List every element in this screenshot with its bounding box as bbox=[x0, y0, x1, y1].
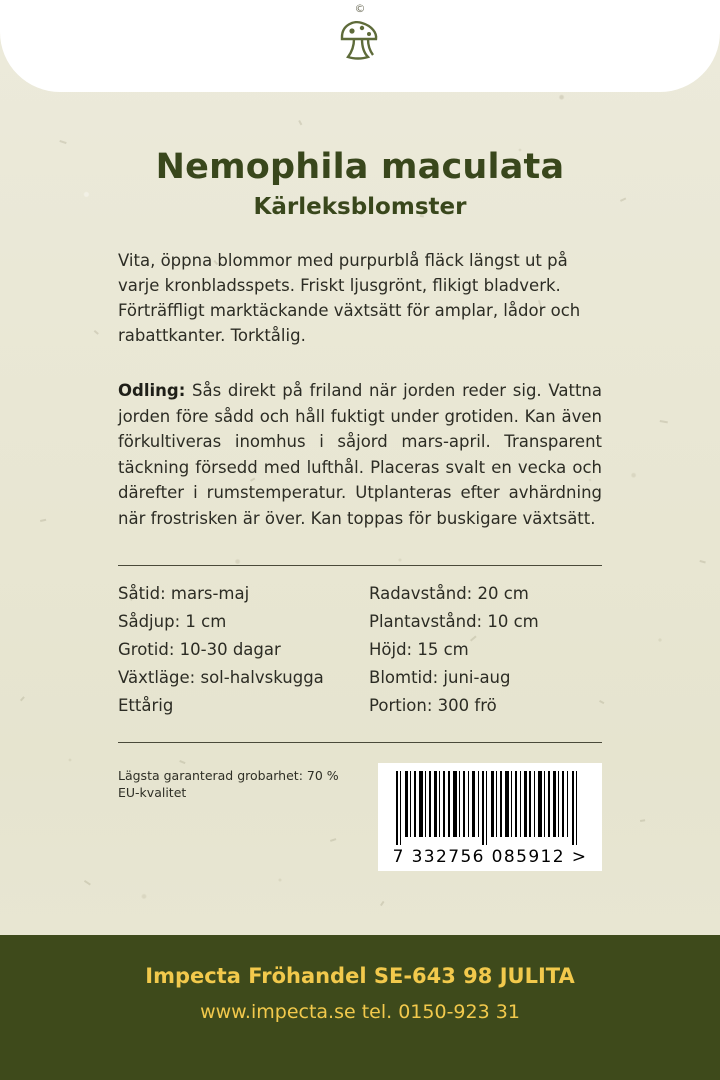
eu-quality-label: EU-kvalitet bbox=[118, 785, 187, 800]
germination-guarantee: Lägsta garanterad grobarhet: 70 % bbox=[118, 768, 339, 783]
bottom-block bbox=[118, 763, 602, 871]
fact-germination-time: Grotid: 10-30 dagar bbox=[118, 640, 281, 659]
divider-bottom bbox=[118, 742, 602, 743]
culture-label: Odling: bbox=[118, 381, 186, 400]
company-contact: www.impecta.se tel. 0150-923 31 bbox=[200, 1001, 520, 1023]
description-text: Vita, öppna blommor med purpurblå fläck längst ut på varje kronbladsspets. Friskt ljusgrönt, flikigt bladverk. Förträffligt marktäckande växtsätt för amplar, lådor och rabattkanter. Torktålig. bbox=[118, 251, 581, 345]
company-address: Impecta Fröhandel SE-643 98 JULITA bbox=[145, 964, 575, 988]
barcode-bars bbox=[388, 771, 592, 845]
fact-portion: Portion: 300 frö bbox=[369, 696, 497, 715]
culture-paragraph bbox=[118, 378, 602, 531]
facts-table bbox=[118, 566, 602, 720]
quality-info bbox=[118, 763, 339, 801]
fact-plant-spacing: Plantavstånd: 10 cm bbox=[369, 612, 539, 631]
fact-lifecycle: Ettårig bbox=[118, 696, 174, 715]
fact-position: Växtläge: sol-halvskugga bbox=[118, 668, 324, 687]
page-title: Nemophila maculata bbox=[155, 147, 565, 187]
mushroom-icon bbox=[332, 15, 388, 61]
fact-height: Höjd: 15 cm bbox=[369, 640, 469, 659]
barcode-number: 7 332756 085912 > bbox=[392, 847, 588, 867]
brand-logo bbox=[0, 4, 720, 65]
facts-column-left bbox=[118, 580, 351, 720]
culture-text: Sås direkt på friland när jorden reder sig. Vattna jorden före sådd och håll fuktigt under grotiden. Kan även förkultiveras inomhus i såjord mars-april. Transparent täckning försedd med lufthål. Placeras svalt en vecka och därefter i rumstemperatur. Utplanteras efter avhärdning när frostrisken är över. Kan toppas för buskigare växtsätt. bbox=[118, 381, 602, 528]
barcode bbox=[378, 763, 602, 871]
page-subtitle: Kärleksblomster bbox=[253, 194, 467, 220]
fact-row-spacing: Radavstånd: 20 cm bbox=[369, 584, 529, 603]
fact-flowering-time: Blomtid: juni-aug bbox=[369, 668, 511, 687]
facts-column-right bbox=[351, 580, 602, 720]
copyright-symbol: © bbox=[354, 2, 366, 15]
fact-sowing-depth: Sådjup: 1 cm bbox=[118, 612, 227, 631]
fact-sowing-time: Såtid: mars-maj bbox=[118, 584, 250, 603]
footer bbox=[0, 935, 720, 1080]
